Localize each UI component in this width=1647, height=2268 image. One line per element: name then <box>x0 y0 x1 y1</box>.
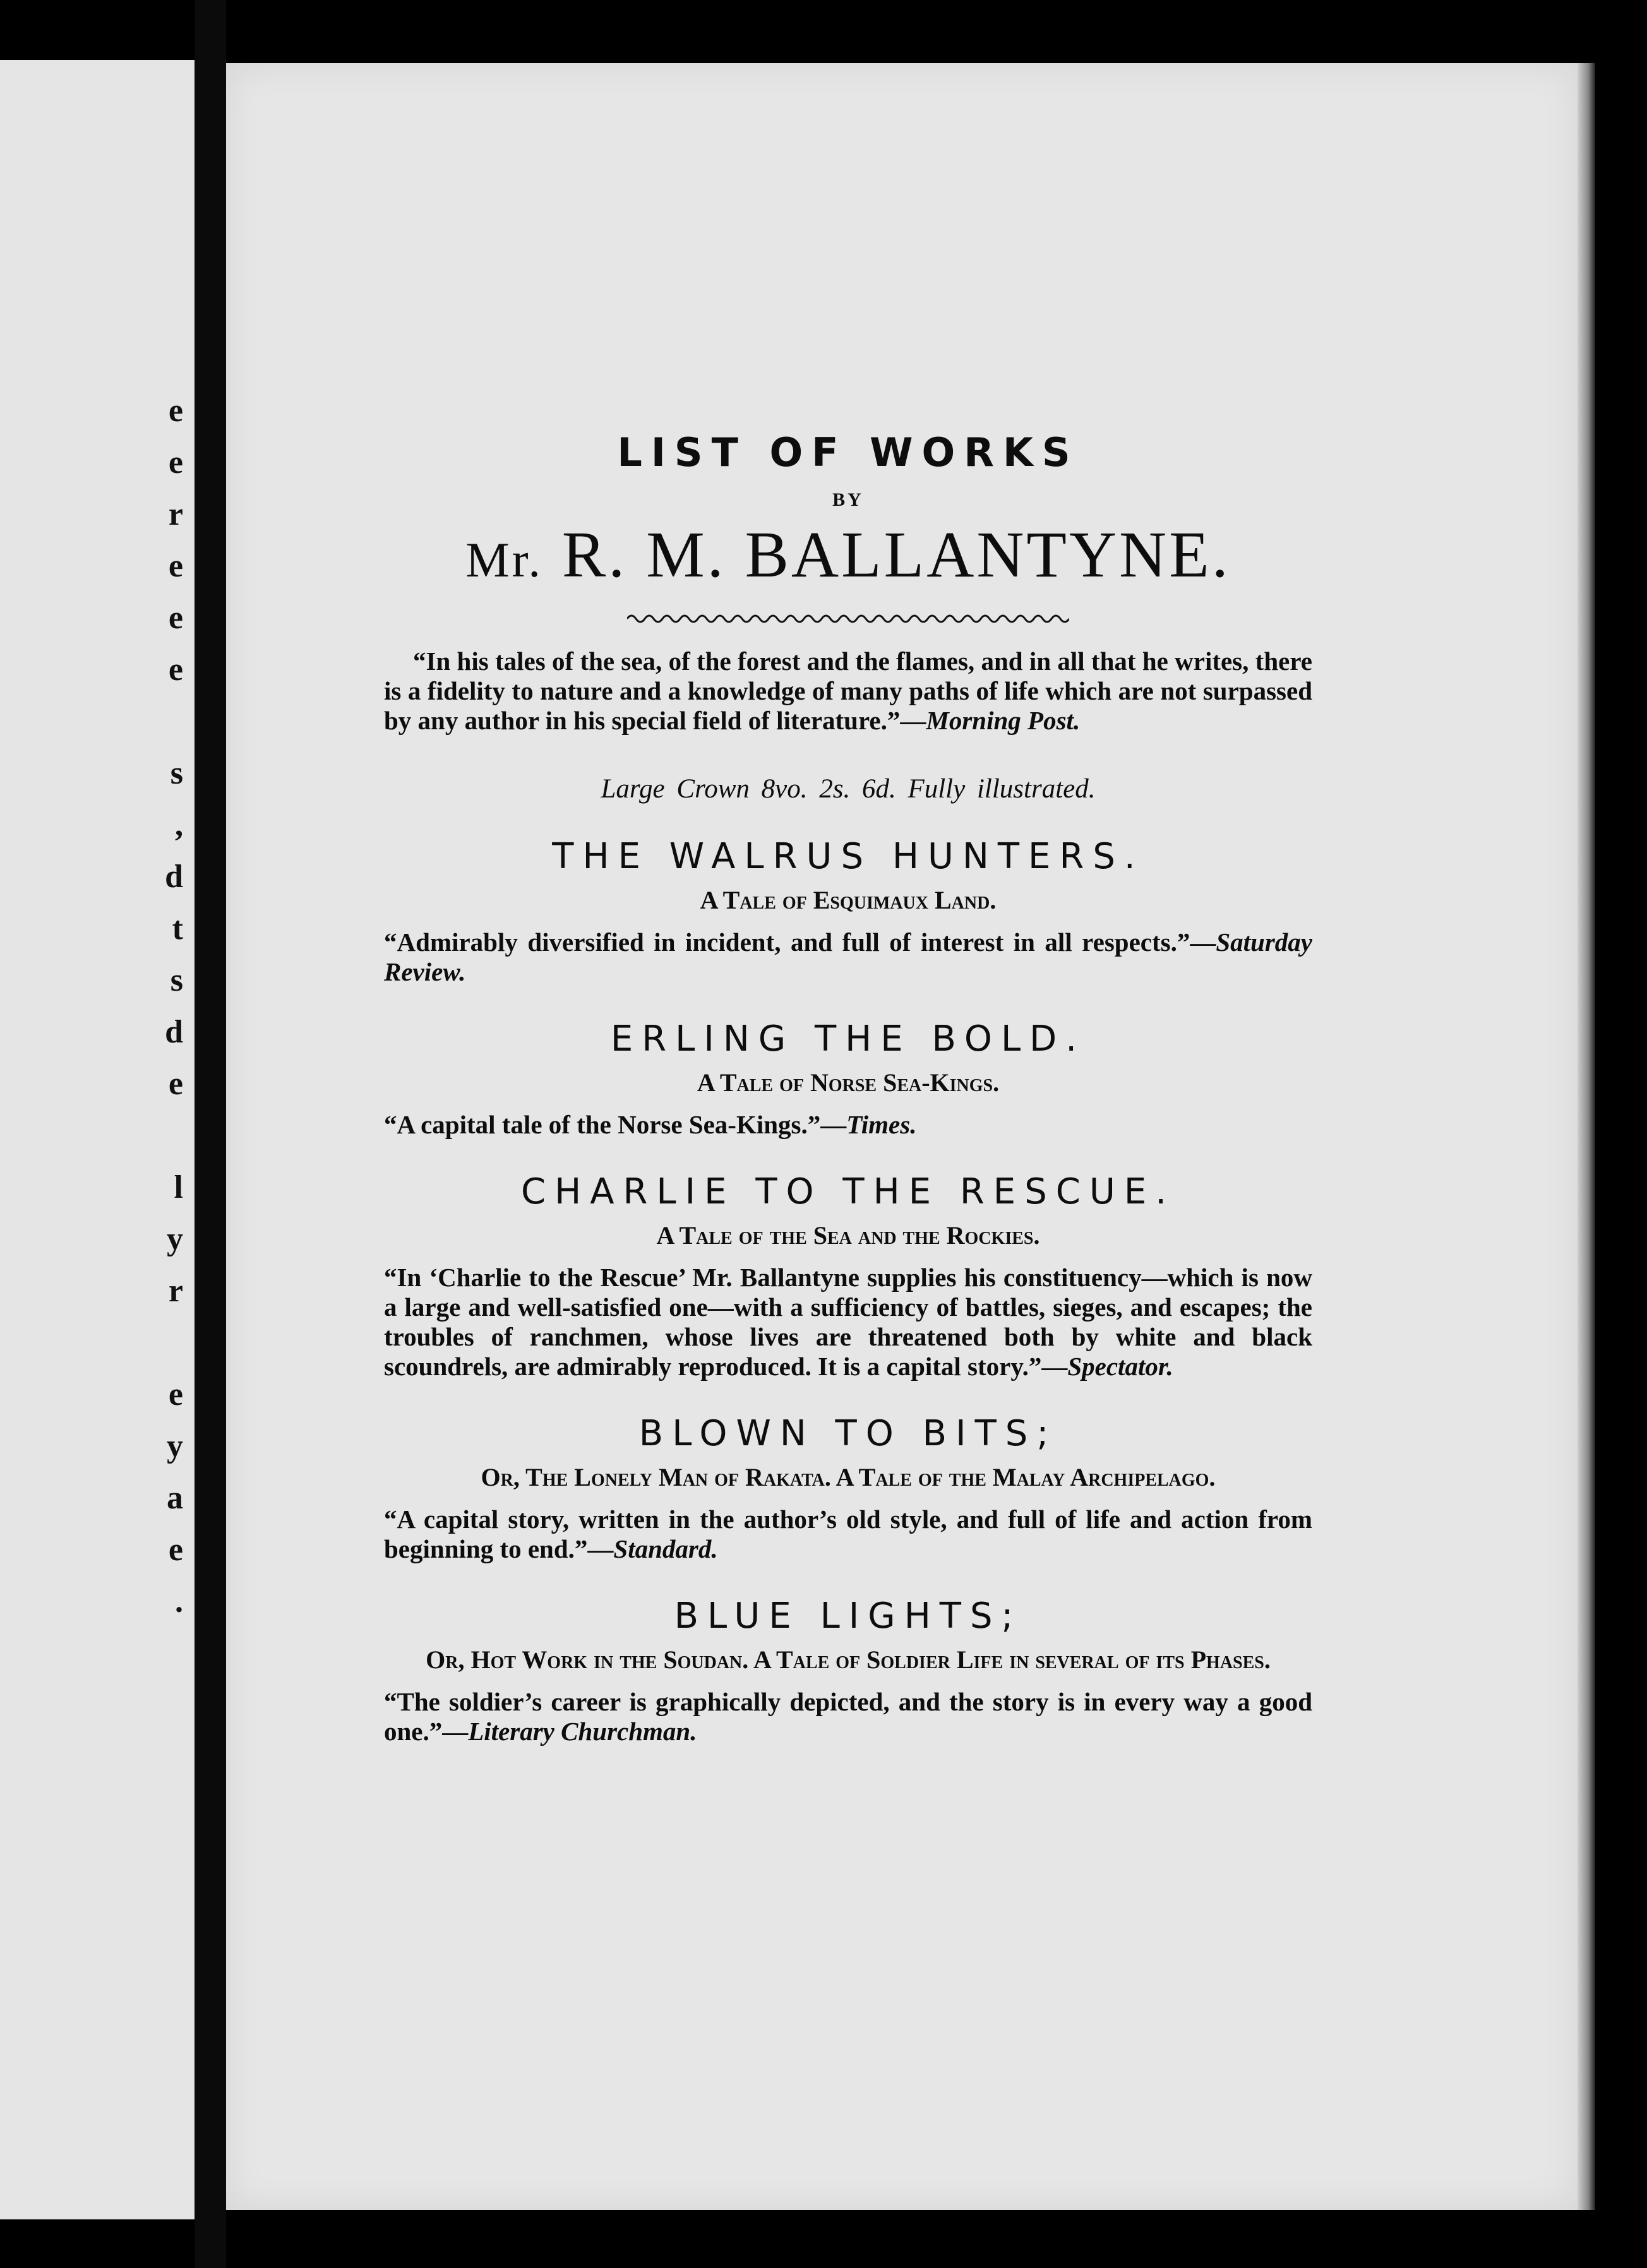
work-review <box>384 1687 1312 1746</box>
work-subtitle: A Tale of Norse Sea-Kings. <box>697 1068 1000 1097</box>
edge-letter: e <box>168 652 183 688</box>
edge-letter: y <box>167 1221 183 1257</box>
work-review-text: “A capital tale of the Norse Sea-Kings.”— <box>384 1110 847 1139</box>
page-content <box>384 354 1312 1746</box>
edge-letter: e <box>168 393 183 429</box>
work-review-text: “A capital story, written in the author’s old style, and full of life and action from beginning to end.”— <box>384 1505 1312 1563</box>
previous-page-edge <box>0 60 195 2219</box>
page-right-edge <box>1578 63 1595 2210</box>
format-line: Large Crown 8vo. 2s. 6d. Fully illustrated. <box>601 774 1096 804</box>
edge-letter: . <box>175 1584 183 1620</box>
work-entry <box>384 1413 1312 1564</box>
work-review <box>384 928 1312 987</box>
work-review <box>384 1110 1312 1140</box>
intro-quote-source: Morning Post. <box>926 706 1081 735</box>
edge-letter: e <box>168 1532 183 1568</box>
edge-letter: e <box>168 548 183 584</box>
edge-letter: e <box>168 600 183 636</box>
edge-letter: a <box>167 1480 183 1516</box>
edge-letter: , <box>175 807 183 843</box>
work-review-source: Literary Churchman. <box>468 1717 697 1746</box>
work-subtitle: A Tale of the Sea and the Rockies. <box>656 1221 1040 1250</box>
author-prefix: Mr. <box>465 532 543 587</box>
intro-quote <box>384 647 1312 736</box>
work-entry <box>384 1171 1312 1382</box>
work-review-source: Spectator. <box>1067 1352 1173 1381</box>
edge-letter: y <box>167 1428 183 1464</box>
work-entry <box>384 1018 1312 1140</box>
work-title: CHARLIE TO THE RESCUE. <box>520 1171 1176 1212</box>
work-review <box>384 1505 1312 1564</box>
work-review-text: “In ‘Charlie to the Rescue’ Mr. Ballantyne supplies his constituency—which is now a large and well-satisfied one—with a sufficiency of battles, sieges, and escapes; the troubles of ranchmen, whose lives are threatened both by white and black scoundrels, are admirably reproduced. It is a capital story.”— <box>384 1263 1312 1381</box>
edge-letter: t <box>172 910 183 946</box>
work-subtitle: A Tale of Esquimaux Land. <box>700 886 997 914</box>
edge-letter: d <box>165 1014 183 1050</box>
edge-letter: e <box>168 445 183 480</box>
work-review-text: “Admirably diversified in incident, and full of interest in all respects.”— <box>384 928 1216 957</box>
author-name <box>384 517 1312 592</box>
edge-letter: e <box>168 1066 183 1102</box>
edge-letter: s <box>170 755 183 791</box>
heading-by: BY <box>832 489 864 510</box>
book-page <box>226 63 1578 2210</box>
work-entry <box>384 836 1312 987</box>
work-entry <box>384 1596 1312 1746</box>
edge-letter: r <box>168 1273 183 1309</box>
work-review-source: Times. <box>846 1110 917 1139</box>
book-gutter <box>195 0 226 2268</box>
author-full-name: R. M. BALLANTYNE. <box>561 518 1231 591</box>
work-title: ERLING THE BOLD. <box>610 1018 1086 1059</box>
work-title: BLUE LIGHTS; <box>674 1596 1022 1637</box>
intro-quote-text: “In his tales of the sea, of the forest and the flames, and in all that he writes, there is a fidelity to nature and a knowledge of many paths of life which are not surpassed by any author in his special field of literature.”— <box>384 647 1312 735</box>
work-subtitle: Or, Hot Work in the Soudan. A Tale of Soldier Life in several of its Phases. <box>426 1645 1271 1674</box>
work-review-source: Standard. <box>613 1534 718 1563</box>
wavy-rule-ornament <box>627 610 1069 628</box>
work-review-text: “The soldier’s career is graphically depicted, and the story is in every way a good one.”— <box>384 1687 1312 1746</box>
edge-letter: r <box>168 496 183 532</box>
edge-letter: e <box>168 1376 183 1412</box>
work-review <box>384 1263 1312 1382</box>
work-title: BLOWN TO BITS; <box>638 1413 1058 1454</box>
work-subtitle: Or, The Lonely Man of Rakata. A Tale of the Malay Archipelago. <box>481 1463 1216 1491</box>
edge-letter: l <box>174 1169 183 1205</box>
work-title: THE WALRUS HUNTERS. <box>552 836 1144 877</box>
page-heading: LIST OF WORKS <box>617 429 1079 475</box>
edge-letter: d <box>165 859 183 895</box>
work-review-source: Saturday Review. <box>384 928 1312 986</box>
edge-letter: s <box>170 962 183 998</box>
